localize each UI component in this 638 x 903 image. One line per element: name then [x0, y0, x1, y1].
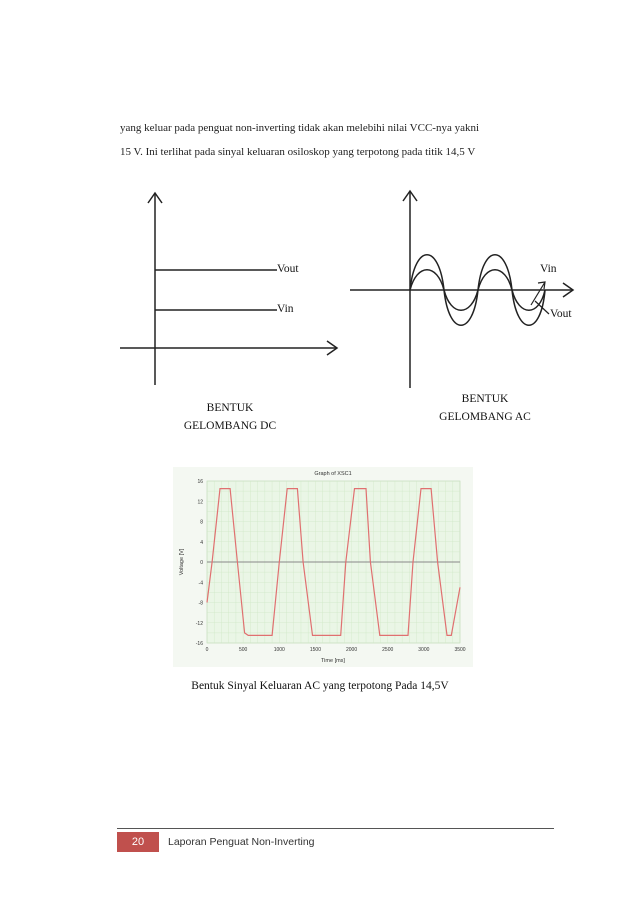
x-tick-label: 0: [205, 647, 209, 653]
x-tick-label: 3500: [454, 647, 466, 653]
ac-caption-line-2: GELOMBANG AC: [439, 411, 531, 423]
dc-caption-line-1: BENTUK: [206, 402, 254, 414]
dc-vin-label: Vin: [277, 303, 294, 315]
y-tick-label: -12: [195, 620, 203, 627]
dc-caption-line-2: GELOMBANG DC: [183, 420, 277, 432]
ac-vin-label: Vin: [540, 263, 557, 275]
y-tick-label: 8: [200, 519, 203, 526]
dc-wave-diagram: [115, 185, 355, 395]
x-tick-label: 1500: [309, 647, 321, 653]
dc-vout-label: Vout: [277, 263, 299, 275]
y-tick-label: 16: [197, 479, 203, 485]
ac-caption-line-1: BENTUK: [461, 393, 509, 405]
footer-title: Laporan Penguat Non-Inverting: [168, 836, 315, 848]
ac-wave-diagram: [345, 183, 585, 393]
dc-caption: [160, 399, 300, 435]
x-tick-label: 2000: [346, 647, 358, 653]
x-tick-label: 1000: [273, 647, 285, 653]
ac-vout-label: Vout: [550, 308, 572, 320]
x-tick-label: 3000: [418, 647, 430, 653]
page-number: 20: [117, 832, 159, 852]
paragraph-line-2: 15 V. Ini terlihat pada sinyal keluaran osiloskop yang terpotong pada titik 14,5 V: [120, 146, 476, 158]
y-tick-label: 0: [200, 560, 203, 566]
x-tick-label: 2500: [382, 647, 394, 653]
x-tick-label: 500: [238, 647, 248, 653]
y-tick-label: -4: [198, 580, 203, 587]
y-tick-label: 4: [200, 539, 203, 546]
oscilloscope-graph: [173, 467, 473, 667]
y-tick-label: -16: [195, 641, 203, 647]
y-tick-label: 12: [197, 499, 203, 506]
figure-caption: Bentuk Sinyal Keluaran AC yang terpotong Pada 14,5V: [191, 680, 449, 692]
paragraph-line-1: yang keluar pada penguat non-inverting tidak akan melebihi nilai VCC-nya yakni: [120, 122, 480, 134]
ac-caption: [415, 390, 555, 426]
scope-title: Graph of XSC1: [314, 471, 352, 477]
scope-ylabel: Voltage [V]: [179, 548, 185, 576]
y-tick-label: -8: [198, 600, 203, 607]
footer-divider: [117, 828, 554, 829]
scope-xlabel: Time [ms]: [321, 658, 345, 664]
